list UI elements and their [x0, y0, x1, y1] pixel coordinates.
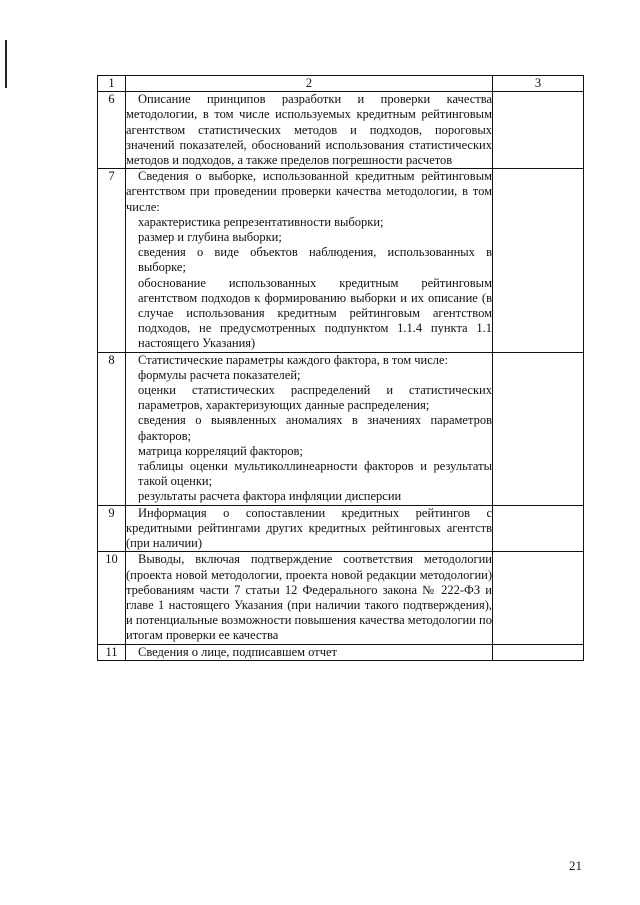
requirements-table — [97, 75, 584, 661]
description-line: Сведения о лице, подписавшем отчет — [138, 644, 338, 659]
row-empty-cell — [493, 169, 584, 352]
row-number: 11 — [98, 644, 126, 660]
row-number: 7 — [98, 169, 126, 352]
header-col-1: 1 — [98, 76, 126, 92]
description-item: характеристика репрезентативности выборки; — [138, 214, 384, 229]
row-empty-cell — [493, 352, 584, 505]
row-number: 6 — [98, 92, 126, 169]
row-description — [126, 644, 493, 660]
description-item: формулы расчета показателей; — [138, 367, 301, 382]
table-row — [98, 169, 584, 352]
row-description — [126, 169, 493, 352]
row-description — [126, 505, 493, 552]
row-description — [126, 552, 493, 644]
description-line: Сведения о выборке, использованной кредитным рейтинговым агентством при проведении проверки качества методологии, в том числе: — [126, 169, 492, 214]
row-empty-cell — [493, 505, 584, 552]
description-item: обоснование использованных кредитным рейтинговым агентством подходов к формированию выборки и их описание (в случае использования кредитным рейтинговым агентством подходов, не предусмотренных подпунктом 1.1.4 пункта 1.1 настоящего Указания) — [138, 275, 492, 351]
margin-mark — [5, 40, 7, 88]
row-empty-cell — [493, 552, 584, 644]
table-row — [98, 552, 584, 644]
description-item: сведения о выявленных аномалиях в значениях параметров факторов; — [138, 413, 492, 443]
description-item: таблицы оценки мультиколлинеарности факторов и результаты такой оценки; — [138, 459, 492, 489]
row-description — [126, 352, 493, 505]
description-item: сведения о виде объектов наблюдения, использованных в выборке; — [138, 245, 492, 275]
row-description — [126, 92, 493, 169]
page-number: 21 — [569, 858, 582, 873]
description-item: оценки статистических распределений и статистических параметров, характеризующих данные распределения; — [138, 383, 492, 413]
description-line: Описание принципов разработки и проверки качества методологии, в том числе используемых кредитным рейтинговым агентством статистических методов и подходов, пороговых значений показателей, обоснований использования статистических методов и подходов, а также пределов погрешности расчетов — [126, 92, 492, 168]
description-line: Выводы, включая подтверждение соответствия методологии (проекта новой методологии, проекта новой редакции методологии) требованиям части 7 статьи 12 Федерального закона № 222-ФЗ и главе 1 настоящего Указания (при наличии такого подтверждения), и потенциальные возможности повышения качества методологии по итогам проверки ее качества — [126, 552, 492, 643]
header-col-2: 2 — [126, 76, 493, 92]
header-col-3: 3 — [493, 76, 584, 92]
table-row — [98, 505, 584, 552]
row-number: 9 — [98, 505, 126, 552]
row-number: 10 — [98, 552, 126, 644]
table-row — [98, 352, 584, 505]
description-line: Статистические параметры каждого фактора, в том числе: — [138, 352, 449, 367]
row-empty-cell — [493, 644, 584, 660]
description-item: результаты расчета фактора инфляции дисперсии — [138, 489, 402, 504]
row-empty-cell — [493, 92, 584, 169]
table-row — [98, 92, 584, 169]
description-item: размер и глубина выборки; — [138, 230, 282, 245]
table-header-row — [98, 76, 584, 92]
description-item: матрица корреляций факторов; — [138, 443, 303, 458]
table-row — [98, 644, 584, 660]
description-line: Информация о сопоставлении кредитных рейтингов с кредитными рейтингами других кредитных рейтинговых агентств (при наличии) — [126, 505, 492, 551]
row-number: 8 — [98, 352, 126, 505]
